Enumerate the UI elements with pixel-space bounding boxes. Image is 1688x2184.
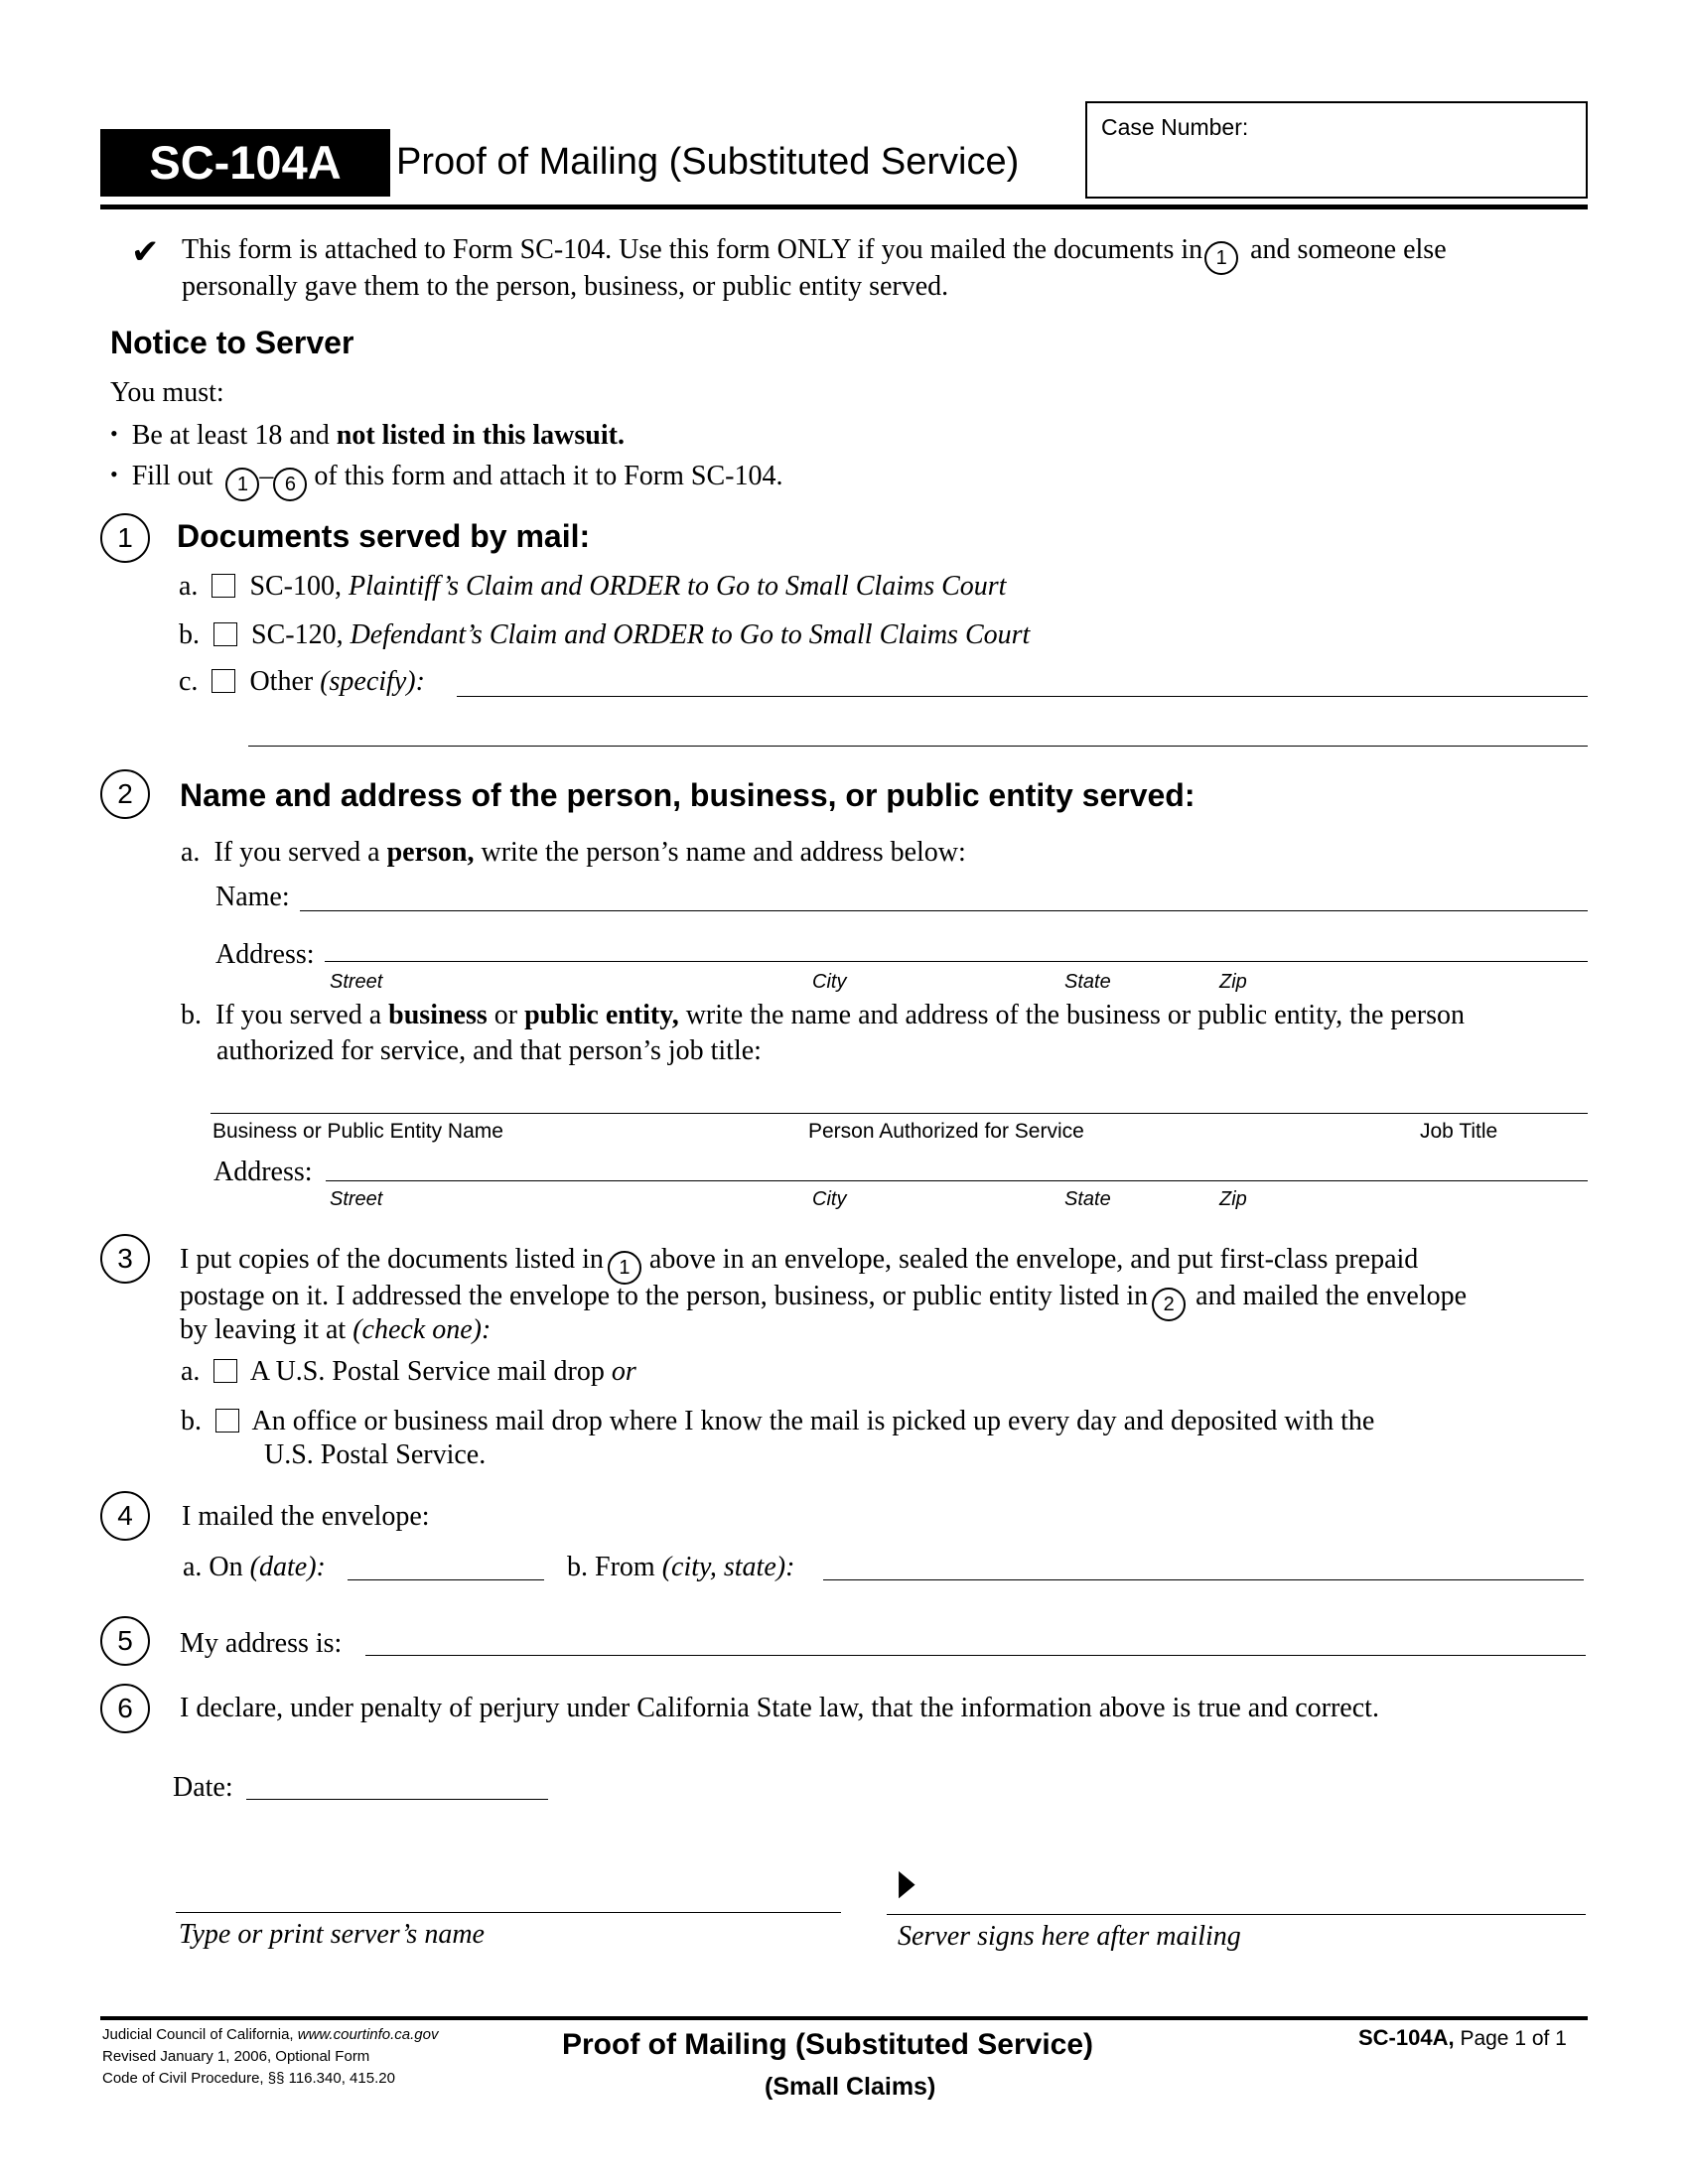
- checkbox-office-drop[interactable]: [215, 1409, 239, 1433]
- server-signature-field[interactable]: [887, 1914, 1586, 1915]
- entity-info-field[interactable]: [211, 1113, 1588, 1114]
- job-title-caption: Job Title: [1420, 1120, 1498, 1143]
- footer-form-id: SC-104A,: [1358, 2025, 1455, 2050]
- city-caption: City: [812, 1188, 847, 1210]
- date-italic: (date):: [249, 1552, 326, 1582]
- authorized-person-caption: Person Authorized for Service: [808, 1120, 1084, 1143]
- mailed-date-label: [183, 1552, 326, 1583]
- other-label: Other: [249, 666, 321, 697]
- doc-title: Plaintiff’s Claim and ORDER to Go to Small Claims Court: [349, 571, 1007, 602]
- intro-line-2: personally gave them to the person, business, or public entity served.: [182, 271, 949, 302]
- person-address-field[interactable]: [325, 961, 1588, 962]
- check-one: (check one):: [352, 1314, 492, 1345]
- checkbox-other[interactable]: [211, 669, 235, 693]
- served-entity-instruction-2: authorized for service, and that person’s job title:: [216, 1035, 762, 1066]
- s3-text: and mailed the envelope: [1196, 1281, 1468, 1311]
- option-letter: a.: [181, 1356, 201, 1387]
- option-letter: a.: [181, 837, 201, 868]
- my-address-label: My address is:: [180, 1628, 343, 1659]
- form-title: Proof of Mailing (Substituted Service): [396, 141, 1020, 183]
- server-name-field[interactable]: [176, 1912, 841, 1913]
- instr-bold: public entity,: [524, 1000, 679, 1030]
- signature-date-label: Date:: [173, 1772, 233, 1803]
- server-sign-caption: Server signs here after mailing: [898, 1921, 1241, 1952]
- entity-name-caption: Business or Public Entity Name: [212, 1120, 503, 1143]
- doc-option-c: [179, 666, 425, 698]
- doc-option-b: [179, 619, 1030, 651]
- s3-text: by leaving it at: [180, 1314, 353, 1345]
- bullet1-bold: not listed in this lawsuit.: [336, 420, 625, 451]
- s3-text: above in an envelope, sealed the envelope, and put first-class prepaid: [648, 1244, 1419, 1275]
- served-person-instruction: [181, 837, 966, 869]
- mail-drop-option-b: [181, 1406, 1374, 1437]
- header-rule: [100, 205, 1588, 209]
- section-4-text: I mailed the envelope:: [182, 1501, 430, 1532]
- entity-address-label: Address:: [213, 1157, 313, 1187]
- ref-circle: 1: [608, 1251, 641, 1285]
- street-caption: Street: [330, 971, 383, 993]
- entity-address-field[interactable]: [326, 1180, 1588, 1181]
- person-name-field[interactable]: [300, 910, 1588, 911]
- check-icon: ✔: [131, 234, 160, 271]
- footer-rule: [100, 2016, 1588, 2020]
- instr-text: write the name and address of the business or public entity, the person: [678, 1000, 1466, 1030]
- option-text: An office or business mail drop where I know the mail is picked up every day and deposited with the: [251, 1406, 1375, 1436]
- name-label: Name:: [215, 882, 290, 912]
- address-label: Address:: [215, 939, 315, 970]
- intro-text-a: This form is attached to Form SC-104. Use this form ONLY if you mailed the documents in: [182, 234, 1203, 265]
- mail-drop-option-a: [181, 1356, 636, 1388]
- served-entity-instruction: [181, 1000, 1465, 1031]
- mailed-date-field[interactable]: [348, 1579, 544, 1580]
- bullet1-text: Be at least 18 and: [131, 420, 337, 451]
- doc-code: SC-100,: [249, 571, 350, 602]
- section-2-number: 2: [100, 769, 150, 819]
- doc-option-a: [179, 571, 1006, 603]
- option-letter: a.: [179, 571, 199, 602]
- bullet2-text: Fill out: [131, 461, 213, 491]
- instr-text: If you served a: [215, 1000, 389, 1030]
- ref-circle: 2: [1152, 1288, 1186, 1321]
- from-italic: (city, state):: [661, 1552, 795, 1582]
- option-or: or: [611, 1356, 636, 1387]
- case-number-label: Case Number:: [1101, 114, 1249, 140]
- checkbox-usps-drop[interactable]: [213, 1359, 237, 1383]
- date-label: a. On: [183, 1552, 250, 1582]
- other-specify-field-2[interactable]: [248, 746, 1588, 747]
- footer-revised: Revised January 1, 2006, Optional Form: [102, 2048, 370, 2065]
- bullet-dot: •: [110, 421, 118, 446]
- ref-circle: 6: [273, 468, 307, 501]
- page-number: Page 1 of 1: [1460, 2027, 1567, 2050]
- s3-text: I put copies of the documents listed in: [180, 1244, 604, 1275]
- section-1-heading: Documents served by mail:: [177, 518, 591, 554]
- signature-date-field[interactable]: [246, 1799, 548, 1800]
- instr-text: If you served a: [213, 837, 387, 868]
- bullet2-dash: –: [259, 461, 274, 491]
- ref-circle: 1: [225, 468, 259, 501]
- zip-caption: Zip: [1219, 1188, 1247, 1210]
- option-letter: c.: [179, 666, 199, 697]
- option-letter: b.: [181, 1000, 202, 1030]
- zip-caption: Zip: [1219, 971, 1247, 993]
- footer-council: [102, 2026, 439, 2043]
- my-address-field[interactable]: [365, 1655, 1586, 1656]
- section-3-line-1: [180, 1244, 1418, 1285]
- option-text: A U.S. Postal Service mail drop: [249, 1356, 612, 1387]
- doc-code: SC-120,: [251, 619, 351, 650]
- other-specify: (specify):: [320, 666, 425, 697]
- instr-bold: business: [388, 1000, 488, 1030]
- bullet-dot: •: [110, 462, 118, 486]
- checkbox-sc100[interactable]: [211, 574, 235, 598]
- footer-page: [1358, 2025, 1567, 2051]
- checkbox-sc120[interactable]: [213, 622, 237, 646]
- section-5-number: 5: [100, 1616, 150, 1666]
- state-caption: State: [1064, 1188, 1111, 1210]
- section-3-line-3: [180, 1314, 491, 1346]
- bullet2-text-b: of this form and attach it to Form SC-104.: [314, 461, 783, 491]
- option-letter: b.: [179, 619, 200, 650]
- mailed-from-label: [567, 1552, 794, 1583]
- form-id: SC-104A: [149, 136, 342, 189]
- mail-drop-option-b-line-2: U.S. Postal Service.: [264, 1439, 487, 1470]
- notice-bullet-1: [110, 420, 625, 452]
- notice-heading: Notice to Server: [110, 325, 354, 360]
- intro-line-1: [182, 234, 1447, 275]
- notice-bullet-2: [110, 461, 782, 501]
- section-2-heading: Name and address of the person, business, or public entity served:: [180, 777, 1196, 813]
- other-specify-field[interactable]: [457, 696, 1588, 697]
- footer-code: Code of Civil Procedure, §§ 116.340, 415.20: [102, 2070, 395, 2087]
- from-label: b. From: [567, 1552, 662, 1582]
- footer-subtitle: (Small Claims): [765, 2073, 936, 2101]
- instr-text: write the person’s name and address below:: [474, 837, 966, 868]
- street-caption: Street: [330, 1188, 383, 1210]
- intro-text-b: and someone else: [1250, 234, 1447, 265]
- section-4-number: 4: [100, 1491, 150, 1541]
- doc-title: Defendant’s Claim and ORDER to Go to Small Claims Court: [350, 619, 1031, 650]
- instr-text: or: [487, 1000, 525, 1030]
- ref-circle: 1: [1204, 241, 1238, 275]
- section-6-number: 6: [100, 1684, 150, 1733]
- s3-text: postage on it. I addressed the envelope to the person, business, or public entity listed in: [180, 1281, 1149, 1311]
- council-url: www.courtinfo.ca.gov: [297, 2026, 439, 2043]
- sign-arrow-icon: ▶: [899, 1861, 915, 1902]
- footer-title: Proof of Mailing (Substituted Service): [562, 2028, 1094, 2061]
- instr-bold: person,: [386, 837, 475, 868]
- option-letter: b.: [181, 1406, 202, 1436]
- declaration-text: I declare, under penalty of perjury under California State law, that the information above is true and correct.: [180, 1693, 1379, 1723]
- city-caption: City: [812, 971, 847, 993]
- server-name-caption: Type or print server’s name: [179, 1919, 485, 1950]
- mailed-from-field[interactable]: [823, 1579, 1584, 1580]
- section-3-number: 3: [100, 1234, 150, 1284]
- state-caption: State: [1064, 971, 1111, 993]
- section-1-number: 1: [100, 513, 150, 563]
- you-must: You must:: [110, 377, 224, 408]
- council-text: Judicial Council of California,: [102, 2026, 298, 2043]
